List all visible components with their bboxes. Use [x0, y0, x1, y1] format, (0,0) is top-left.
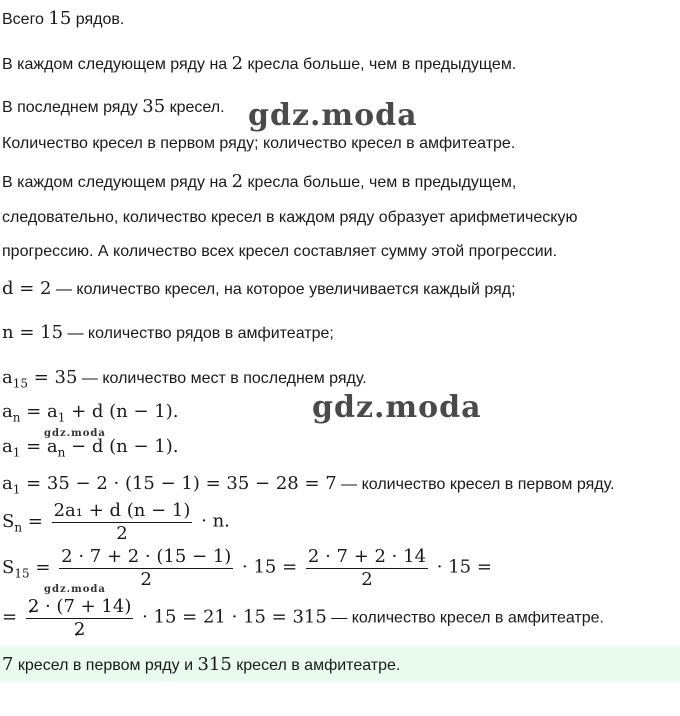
condition-last-row: В последнем ряду 35 кресел. [2, 96, 225, 117]
formula-a1-value: $a_1 = 35 - 2 \cdot (15 - 1) = 35 - 28 = 7$ — количество кресел в первом ряду. [2, 473, 615, 497]
watermark-logo-top: gdz.moda [248, 98, 418, 133]
formula-s15: $S_{15}$ = $\frac{2 \cdot 7 + 2 \cdot (15 - 1)}{2}$ · 15 = $\frac{2 \cdot 7 + 2 \cdot 14}{2}$ · 15 = [2, 546, 492, 590]
formula-n: n = 15 — количество рядов в амфитеатре; [2, 322, 334, 343]
fraction-s15-a: $\frac{2 \cdot 7 + 2 \cdot (15 - 1)}{2}$ [61, 546, 232, 590]
explanation-3: прогрессию. А количество всех кресел составляет сумму этой прогрессии. [2, 243, 558, 260]
answer-text: 7 кресел в первом ряду и 315 кресел в амфитеатре. [2, 654, 401, 675]
formula-result: = $\frac{2 \cdot (7 + 14)}{2}$ · 15 = 21 · 15 = 315 — количество кресел в амфитеатре. [2, 596, 604, 640]
watermark-small-2: gdz.moda [44, 584, 106, 595]
watermark-logo-middle: gdz.moda [312, 390, 482, 425]
formula-a15: $a_{15} = 35$ — количество мест в последнем ряду. [2, 367, 367, 391]
formula-an: $a_n = a_1 + d$ (n − 1). [2, 401, 179, 425]
formula-sn: $S_n$ = $\frac{\text{2a₁ + d (n − 1)}}{2}$ · n. [2, 500, 230, 544]
fraction-s15-b: $\frac{2 \cdot 7 + 2 \cdot 14}{2}$ [307, 546, 427, 590]
fraction-result: $\frac{2 \cdot (7 + 14)}{2}$ [27, 596, 132, 640]
explanation-1: В каждом следующем ряду на 2 кресла больше, чем в предыдущем, [2, 171, 517, 192]
condition-rows: Всего 15 рядов. [2, 8, 125, 29]
question: Количество кресел в первом ряду; количество кресел в амфитеатре. [2, 135, 516, 152]
condition-increment: В каждом следующем ряду на 2 кресла больше, чем в предыдущем. [2, 53, 517, 74]
watermark-small-1: gdz.moda [44, 428, 106, 439]
answer-box [0, 646, 680, 682]
explanation-2: следовательно, количество кресел в каждом ряду образует арифметическую [2, 209, 578, 226]
fraction-sn: $\frac{\text{2a₁ + d (n − 1)}}{2}$ [53, 500, 191, 544]
formula-d: d = 2 — количество кресел, на которое увеличивается каждый ряд; [2, 278, 516, 299]
formula-a1-general: $a_1 = a_n - d$ (n − 1). [2, 436, 179, 460]
